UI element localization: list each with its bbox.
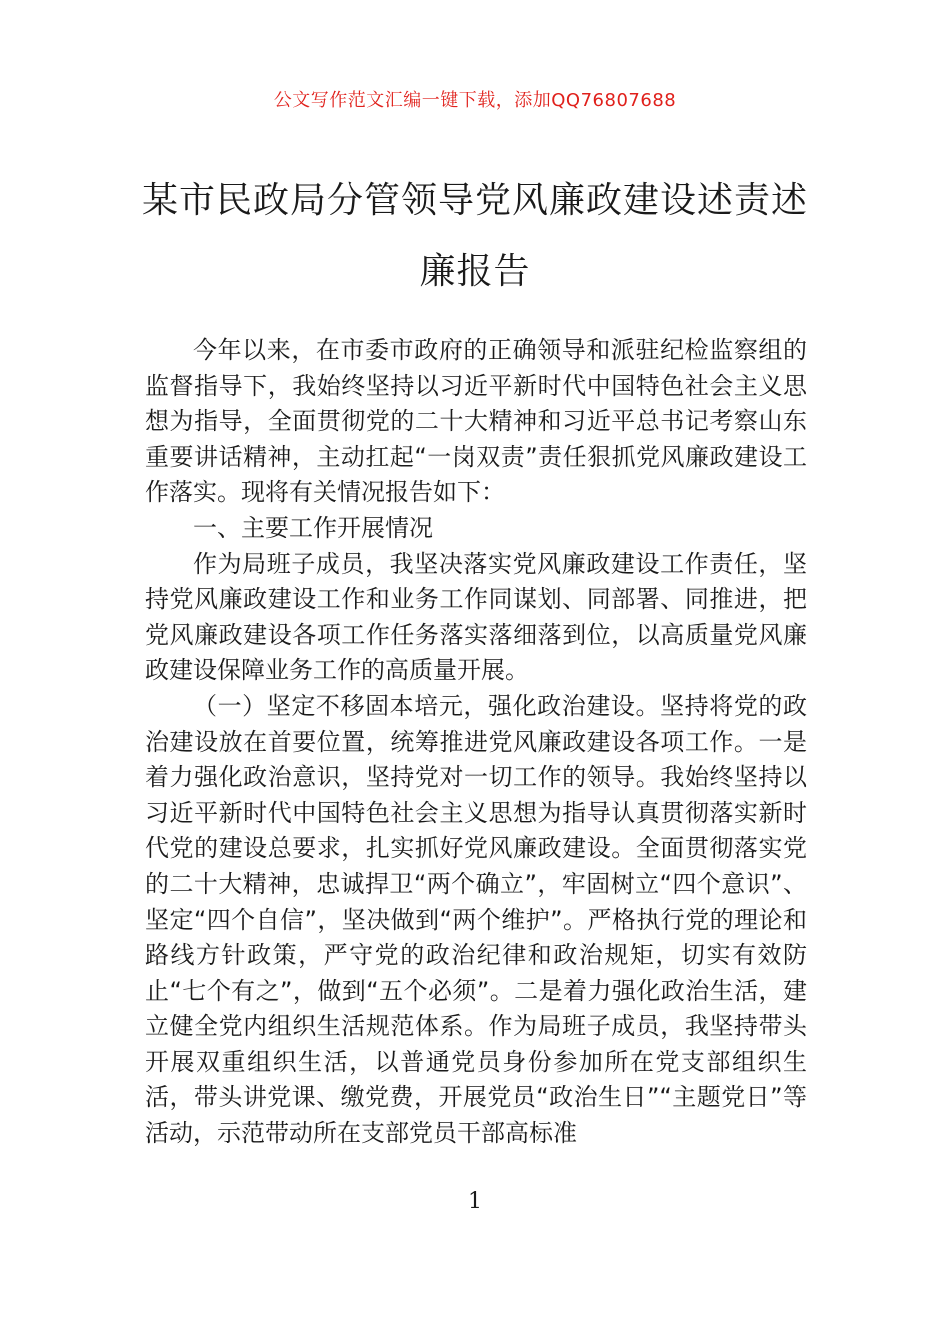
document-body — [145, 333, 807, 1152]
paragraph-intro: 今年以来，在市委市政府的正确领导和派驻纪检监察组的监督指导下，我始终坚持以习近平新时代中国特色社会主义思想为指导，全面贯彻党的二十大精神和习近平总书记考察山东重要讲话精神，主动扛起“一岗双责”责任狠抓党风廉政建设工作落实。现将有关情况报告如下： — [145, 336, 807, 507]
paragraph-political-construction: （一）坚定不移固本培元，强化政治建设。坚持将党的政治建设放在首要位置，统筹推进党风廉政建设各项工作。一是着力强化政治意识，坚持党对一切工作的领导。我始终坚持以习近平新时代中国特色社会主义思想为指导认真贯彻落实新时代党的建设总要求，扎实抓好党风廉政建设。全面贯彻落实党的二十大精神，忠诚捍卫“两个确立”，牢固树立“四个意识”、坚定“四个自信”，坚决做到“两个维护”。严格执行党的理论和路线方针政策，严守党的政治纪律和政治规矩，切实有效防止“七个有之”，做到“五个必须”。二是着力强化政治生活，建立健全党内组织生活规范体系。作为局班子成员，我坚持带头开展双重组织生活，以普通党员身份参加所在党支部组织生活，带头讲党课、缴党费，开展党员“政治生日”“主题党日”等活动，示范带动所在支部党员干部高标准 — [145, 691, 807, 1148]
download-promo-header: 公文写作范文汇编一键下载，添加QQ76807688 — [273, 90, 677, 111]
document-title-line-1: 某市民政局分管领导党风廉政建设述责述 — [141, 180, 808, 221]
section-heading: 一、主要工作开展情况 — [193, 513, 433, 542]
page-number: 1 — [468, 1189, 482, 1214]
document-title-line-2: 廉报告 — [419, 251, 531, 292]
paragraph-overview: 作为局班子成员，我坚决落实党风廉政建设工作责任，坚持党风廉政建设工作和业务工作同谋划、同部署、同推进，把党风廉政建设各项工作任务落实落细落到位，以高质量党风廉政建设保障业务工作的高质量开展。 — [145, 549, 807, 685]
